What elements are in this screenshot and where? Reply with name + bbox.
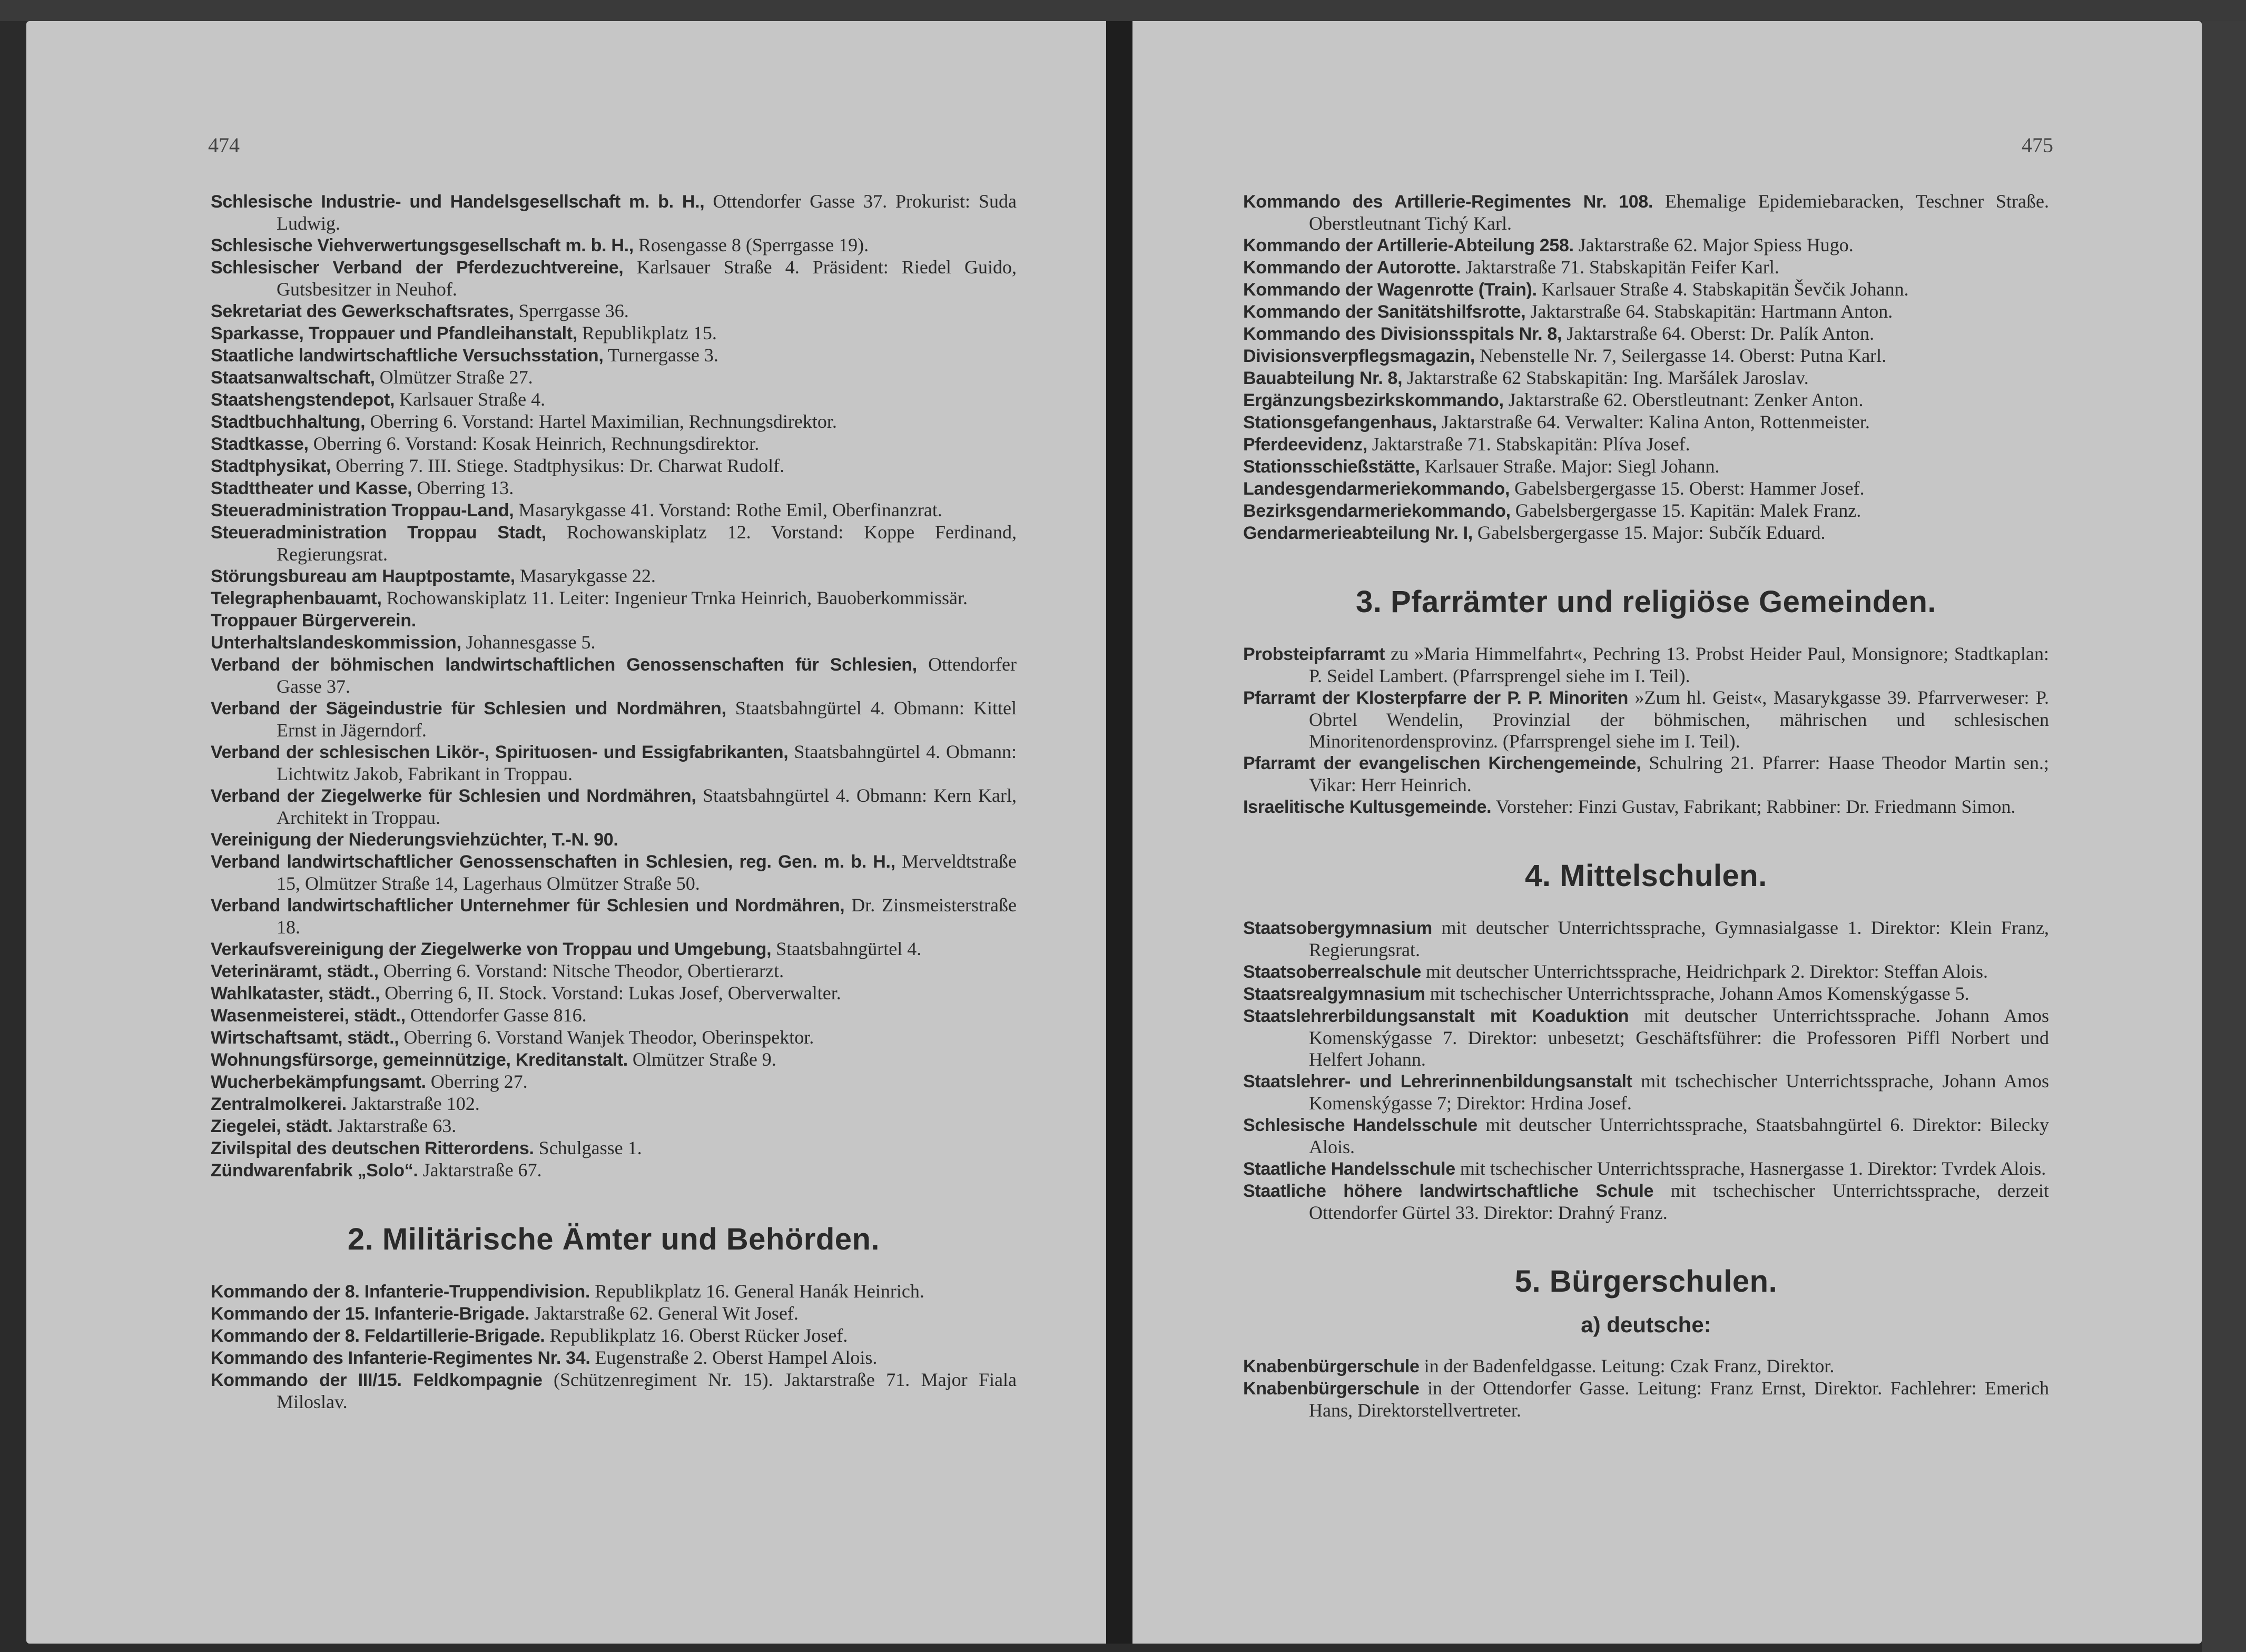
- directory-entry: [211, 191, 1017, 234]
- directory-entry: [1243, 687, 2049, 752]
- entries-list: [1243, 191, 2049, 544]
- entry-name: Schlesischer Verband der Pferdezuchtvereine,: [211, 258, 624, 278]
- entry-details: Ottendorfer Gasse 816.: [405, 1005, 587, 1026]
- entry-name: Kommando des Artillerie-Regimentes Nr. 108.: [1243, 192, 1653, 212]
- entry-name: Kommando der 15. Infanterie-Brigade.: [211, 1304, 530, 1324]
- directory-entry: [1243, 1378, 2049, 1421]
- entry-details: Gabelsbergergasse 15. Kapitän: Malek Franz.: [1510, 500, 1861, 521]
- directory-entry: [211, 345, 1017, 367]
- directory-entry: [211, 1325, 1017, 1347]
- entry-details: Jaktarstraße 62. Major Spiess Hugo.: [1573, 234, 1854, 255]
- entry-name: Steueradministration Troppau-Land,: [211, 500, 514, 520]
- directory-entry: [1243, 796, 2049, 818]
- directory-entry: [1243, 522, 2049, 544]
- entry-name: Sparkasse, Troppauer und Pfandleihanstalt,: [211, 323, 577, 343]
- entry-details: Gabelsbergergasse 15. Oberst: Hammer Josef.: [1510, 478, 1865, 499]
- entry-name: Veterinäramt, städt.,: [211, 961, 379, 981]
- entry-name: Probsteipfarramt: [1243, 644, 1385, 664]
- directory-entry: [211, 982, 1017, 1005]
- entry-name: Bauabteilung Nr. 8,: [1243, 368, 1403, 388]
- entry-details: »Zum hl. Geist«, Masarykgasse 39. Pfarrverweser: P. Obrtel Wendelin, Provinzial der böhmischen, mährischen und schlesischen Minoritenordensprovinz. (Pfarrsprengel siehe im I. Teil).: [1309, 687, 2050, 752]
- entry-details: Eugenstraße 2. Oberst Hampel Alois.: [590, 1347, 878, 1368]
- directory-entry: [211, 894, 1017, 938]
- entry-details: Masarykgasse 41. Vorstand: Rothe Emil, Oberfinanzrat.: [514, 499, 942, 520]
- entry-details: Rochowanskiplatz 11. Leiter: Ingenieur Trnka Heinrich, Bauoberkommissär.: [381, 587, 968, 608]
- entry-name: Schlesische Viehverwertungsgesellschaft m. b. H.,: [211, 235, 634, 255]
- directory-entry: [211, 960, 1017, 982]
- entry-details: Masarykgasse 22.: [515, 565, 656, 586]
- entry-name: Staatshengstendepot,: [211, 390, 395, 410]
- entry-name: Wohnungsfürsorge, gemeinnützige, Kreditanstalt.: [211, 1050, 628, 1070]
- entries-list: [211, 191, 1017, 1182]
- entry-name: Stationsgefangenhaus,: [1243, 412, 1437, 432]
- section-heading: 5. Bürgerschulen.: [1514, 1264, 1778, 1299]
- entry-name: Staatslehrer- und Lehrerinnenbildungsanstalt: [1243, 1071, 1632, 1092]
- entry-name: Stadtkasse,: [211, 434, 309, 454]
- directory-entry: [1243, 456, 2049, 478]
- entry-details: Jaktarstraße 64. Stabskapitän: Hartmann Anton.: [1525, 301, 1893, 322]
- page-number: 474: [208, 133, 240, 157]
- entry-name: Telegraphenbauamt,: [211, 588, 382, 608]
- book-gutter: [1106, 21, 1132, 1644]
- entry-name: Schlesische Handelsschule: [1243, 1115, 1477, 1135]
- directory-entry: [1243, 257, 2049, 279]
- directory-entry: [211, 499, 1017, 522]
- entry-details: (Schützenregiment Nr. 15). Jaktarstraße 71. Major Fiala Miloslav.: [277, 1369, 1017, 1412]
- directory-entry: [211, 1137, 1017, 1159]
- directory-entry: [1243, 961, 2049, 983]
- directory-entry: [1243, 389, 2049, 411]
- entry-name: Kommando der Autorotte.: [1243, 258, 1461, 278]
- left-column: [211, 191, 1017, 1413]
- right-page: [1132, 21, 2202, 1644]
- directory-entry: [1243, 367, 2049, 389]
- entry-name: Divisionsverpflegsmagazin,: [1243, 346, 1475, 366]
- subsection-heading: a) deutsche:: [1581, 1312, 1711, 1337]
- directory-entry: [1243, 323, 2049, 345]
- entry-name: Stationsschießstätte,: [1243, 457, 1420, 477]
- directory-entry: [211, 1303, 1017, 1325]
- entry-details: Sperrgasse 36.: [514, 300, 629, 321]
- entry-name: Verband der schlesischen Likör-, Spirituosen- und Essigfabrikanten,: [211, 742, 789, 762]
- entry-details: Jaktarstraße 71. Stabskapitän Feifer Karl.: [1461, 257, 1779, 278]
- directory-entry: [211, 741, 1017, 785]
- entry-details: Karlsauer Straße. Major: Siegl Johann.: [1420, 456, 1720, 477]
- entry-details: Ottendorfer Gasse 37. Prokurist: Suda Ludwig.: [277, 191, 1017, 234]
- directory-entry: [1243, 1355, 2049, 1378]
- entry-details: Republikplatz 16. Oberst Rücker Josef.: [545, 1325, 848, 1346]
- entry-details: Rochowanskiplatz 12. Vorstand: Koppe Ferdinand, Regierungsrat.: [277, 522, 1017, 565]
- entry-details: Jaktarstraße 62. General Wit Josef.: [529, 1303, 799, 1324]
- directory-entry: [211, 234, 1017, 257]
- directory-entry: [211, 1071, 1017, 1093]
- directory-entry: [1243, 191, 2049, 234]
- section-heading: 4. Mittelschulen.: [1525, 859, 1767, 893]
- entry-details: Turnergasse 3.: [603, 345, 718, 366]
- directory-entry: [211, 433, 1017, 455]
- entry-details: mit tschechischer Unterrichtssprache, derzeit Ottendorfer Gürtel 33. Direktor: Drahný Franz.: [1309, 1180, 2049, 1223]
- entry-details: Oberring 6, II. Stock. Vorstand: Lukas Josef, Oberverwalter.: [380, 982, 841, 1004]
- directory-entry: [211, 257, 1017, 300]
- directory-entry: [211, 654, 1017, 697]
- entry-details: Jaktarstraße 67.: [418, 1159, 542, 1181]
- entry-name: Stadttheater und Kasse,: [211, 478, 412, 498]
- entry-name: Verband der Sägeindustrie für Schlesien und Nordmähren,: [211, 699, 726, 719]
- entry-details: Nebenstelle Nr. 7, Seilergasse 14. Oberst: Putna Karl.: [1475, 345, 1887, 366]
- entry-name: Gendarmerieabteilung Nr. I,: [1243, 523, 1473, 543]
- entry-name: Kommando der 8. Feldartillerie-Brigade.: [211, 1326, 545, 1346]
- entry-name: Pferdeevidenz,: [1243, 435, 1367, 455]
- directory-entry: [211, 785, 1017, 829]
- entry-details: Jaktarstraße 102.: [346, 1093, 480, 1114]
- directory-entry: [1243, 1005, 2049, 1070]
- entry-name: Israelitische Kultusgemeinde.: [1243, 797, 1492, 817]
- directory-entry: [211, 587, 1017, 609]
- entry-name: Ziegelei, städt.: [211, 1116, 333, 1136]
- directory-entry: [1243, 279, 2049, 301]
- entry-details: Merveldtstraße 15, Olmützer Straße 14, Lagerhaus Olmützer Straße 50.: [277, 851, 1017, 894]
- entry-name: Knabenbürgerschule: [1243, 1379, 1420, 1399]
- page-number: 475: [2022, 133, 2053, 157]
- entry-details: mit deutscher Unterrichtssprache, Heidrichpark 2. Direktor: Steffan Alois.: [1421, 961, 1988, 982]
- entry-name: Zündwarenfabrik „Solo“.: [211, 1161, 418, 1181]
- entry-name: Stadtbuchhaltung,: [211, 412, 366, 432]
- directory-entry: [211, 522, 1017, 565]
- entry-details: Karlsauer Straße 4. Präsident: Riedel Guido, Gutsbesitzer in Neuhof.: [277, 257, 1017, 300]
- entry-details: mit deutscher Unterrichtssprache. Johann Amos Komenskýgasse 7. Direktor: unbesetzt; Geschäftsführer: die Professoren Piffl Norbert und Helfert Johann.: [1309, 1005, 2049, 1070]
- entry-details: Ehemalige Epidemiebaracken, Teschner Straße. Oberstleutnant Tichý Karl.: [1309, 191, 2049, 234]
- directory-entry: [211, 565, 1017, 587]
- directory-entry: [211, 851, 1017, 894]
- entry-details: Vorsteher: Finzi Gustav, Fabrikant; Rabbiner: Dr. Friedmann Simon.: [1491, 796, 2016, 817]
- entry-details: Ottendorfer Gasse 37.: [277, 654, 1017, 697]
- directory-entry: [211, 322, 1017, 345]
- directory-entry: [1243, 1114, 2049, 1158]
- entry-name: Ergänzungsbezirkskommando,: [1243, 390, 1504, 410]
- entry-details: Jaktarstraße 71. Stabskapitän: Plíva Josef.: [1367, 434, 1690, 455]
- directory-entry: [211, 300, 1017, 322]
- directory-entry: [211, 411, 1017, 433]
- directory-entry: [211, 455, 1017, 477]
- entry-name: Verband landwirtschaftlicher Unternehmer für Schlesien und Nordmähren,: [211, 896, 845, 916]
- entry-name: Staatliche landwirtschaftliche Versuchsstation,: [211, 346, 604, 366]
- entry-name: Bezirksgendarmeriekommando,: [1243, 501, 1511, 521]
- directory-entry: [211, 829, 1017, 851]
- directory-entry: [211, 609, 1017, 632]
- entry-details: Oberring 6. Vorstand Wanjek Theodor, Oberinspektor.: [399, 1027, 814, 1048]
- entry-name: Pfarramt der Klosterpfarre der P. P. Minoriten: [1243, 688, 1629, 708]
- directory-entry: [211, 1159, 1017, 1182]
- entry-details: Staatsbahngürtel 4. Obmann: Kittel Ernst in Jägerndorf.: [277, 697, 1017, 741]
- directory-entry: [211, 367, 1017, 389]
- directory-entry: [1243, 752, 2049, 796]
- right-column: [1243, 191, 2049, 1421]
- entry-details: Jaktarstraße 62. Oberstleutnant: Zenker Anton.: [1503, 389, 1864, 410]
- left-page: [26, 21, 1106, 1644]
- entry-details: Olmützer Straße 27.: [375, 367, 533, 388]
- entry-details: in der Ottendorfer Gasse. Leitung: Franz Ernst, Direktor. Fachlehrer: Emerich Hans, Direktorstellvertreter.: [1309, 1378, 2049, 1421]
- directory-entry: [1243, 983, 2049, 1005]
- section-heading: 2. Militärische Ämter und Behörden.: [347, 1222, 880, 1256]
- directory-entry: [1243, 234, 2049, 257]
- entry-name: Verkaufsvereinigung der Ziegelwerke von Troppau und Umgebung,: [211, 939, 772, 959]
- entry-name: Schlesische Industrie- und Handelsgesellschaft m. b. H.,: [211, 192, 705, 212]
- entry-details: Oberring 13.: [412, 477, 514, 498]
- directory-entry: [1243, 345, 2049, 367]
- directory-entry: [1243, 434, 2049, 456]
- entries-list: [1243, 643, 2049, 818]
- entry-details: Staatsbahngürtel 4. Obmann: Lichtwitz Jakob, Fabrikant in Troppau.: [277, 741, 1017, 784]
- entry-name: Kommando der III/15. Feldkompagnie: [211, 1370, 543, 1390]
- entry-name: Sekretariat des Gewerkschaftsrates,: [211, 301, 514, 321]
- entry-details: mit deutscher Unterrichtssprache, Gymnasialgasse 1. Direktor: Klein Franz, Regierungsrat.: [1309, 917, 2049, 960]
- entry-details: Schulring 21. Pfarrer: Haase Theodor Martin sen.; Vikar: Herr Heinrich.: [1309, 752, 2049, 795]
- entry-name: Zentralmolkerei.: [211, 1094, 347, 1114]
- entries-list: [211, 1281, 1017, 1413]
- directory-entry: [211, 477, 1017, 499]
- directory-entry: [211, 1049, 1017, 1071]
- entry-name: Kommando der Artillerie-Abteilung 258.: [1243, 235, 1574, 255]
- directory-entry: [1243, 301, 2049, 323]
- entry-details: Oberring 6. Vorstand: Kosak Heinrich, Rechnungsdirektor.: [308, 433, 760, 454]
- directory-entry: [1243, 1158, 2049, 1180]
- entry-name: Staatsrealgymnasium: [1243, 984, 1425, 1004]
- entry-details: Oberring 7. III. Stiege. Stadtphysikus: Dr. Charwat Rudolf.: [331, 455, 785, 476]
- directory-entry: [211, 1115, 1017, 1137]
- entry-name: Unterhaltslandeskommission,: [211, 633, 461, 653]
- entry-details: Jaktarstraße 63.: [332, 1115, 457, 1136]
- entry-details: Olmützer Straße 9.: [627, 1049, 776, 1070]
- entry-details: Karlsauer Straße 4.: [395, 389, 546, 410]
- entry-details: Oberring 27.: [426, 1071, 528, 1092]
- entry-name: Wasenmeisterei, städt.,: [211, 1006, 406, 1026]
- entry-details: mit deutscher Unterrichtssprache, Staatsbahngürtel 6. Direktor: Bilecky Alois.: [1309, 1114, 2049, 1157]
- entry-details: Republikplatz 15.: [577, 322, 717, 343]
- entry-name: Staatslehrerbildungsanstalt mit Koaduktion: [1243, 1006, 1629, 1026]
- entry-name: Stadtphysikat,: [211, 456, 331, 476]
- entry-name: Verband landwirtschaftlicher Genossenschaften in Schlesien, reg. Gen. m. b. H.,: [211, 852, 895, 872]
- section-heading: 3. Pfarrämter und religiöse Gemeinden.: [1356, 585, 1936, 619]
- entry-name: Staatliche Handelsschule: [1243, 1159, 1455, 1179]
- entry-details: Jaktarstraße 64. Verwalter: Kalina Anton, Rottenmeister.: [1436, 411, 1870, 432]
- entry-name: Kommando des Infanterie-Regimentes Nr. 34.: [211, 1348, 590, 1368]
- entry-name: Kommando der 8. Infanterie-Truppendivision.: [211, 1282, 590, 1302]
- entry-name: Troppauer Bürgerverein.: [211, 611, 416, 631]
- entry-details: Rosengasse 8 (Sperrgasse 19).: [633, 234, 869, 255]
- entry-details: mit tschechischer Unterrichtssprache, Johann Amos Komenskýgasse 5.: [1425, 983, 1969, 1004]
- entry-name: Steueradministration Troppau Stadt,: [211, 523, 546, 543]
- directory-entry: [211, 938, 1017, 960]
- entries-list: [1243, 917, 2049, 1224]
- entry-details: Jaktarstraße 62 Stabskapitän: Ing. Maršálek Jaroslav.: [1402, 367, 1809, 388]
- entry-name: Kommando der Sanitätshilfsrotte,: [1243, 302, 1526, 322]
- directory-entry: [211, 1281, 1017, 1303]
- entry-details: in der Badenfeldgasse. Leitung: Czak Franz, Direktor.: [1419, 1355, 1835, 1376]
- entry-details: Staatsbahngürtel 4. Obmann: Kern Karl, Architekt in Troppau.: [277, 785, 1017, 828]
- entry-details: Karlsauer Straße 4. Stabskapitän Ševčik Johann.: [1536, 279, 1909, 300]
- entry-details: Schulgasse 1.: [534, 1137, 642, 1158]
- entry-details: Oberring 6. Vorstand: Hartel Maximilian, Rechnungsdirektor.: [365, 411, 837, 432]
- book-cover-edge: [0, 0, 2246, 21]
- directory-entry: [211, 697, 1017, 741]
- directory-entry: [1243, 1180, 2049, 1224]
- entry-name: Staatsoberrealschule: [1243, 962, 1421, 982]
- entry-name: Staatliche höhere landwirtschaftliche Schule: [1243, 1181, 1654, 1201]
- entry-name: Staatsobergymnasium: [1243, 918, 1432, 938]
- entry-details: mit tschechischer Unterrichtssprache, Hasnergasse 1. Direktor: Tvrdek Alois.: [1455, 1158, 2046, 1179]
- entry-details: Jaktarstraße 64. Oberst: Dr. Palík Anton.: [1562, 323, 1875, 344]
- entry-details: Johannesgasse 5.: [461, 632, 596, 653]
- entry-details: Gabelsbergergasse 15. Major: Subčík Eduard.: [1472, 522, 1826, 543]
- entry-name: Staatsanwaltschaft,: [211, 368, 375, 388]
- entry-name: Pfarramt der evangelischen Kirchengemeinde,: [1243, 753, 1641, 773]
- entry-name: Wucherbekämpfungsamt.: [211, 1072, 426, 1092]
- directory-entry: [211, 1093, 1017, 1115]
- directory-entry: [1243, 1070, 2049, 1114]
- directory-entry: [211, 1027, 1017, 1049]
- entry-name: Kommando der Wagenrotte (Train).: [1243, 280, 1537, 300]
- entry-name: Landesgendarmeriekommando,: [1243, 479, 1510, 499]
- directory-entry: [1243, 643, 2049, 687]
- directory-entry: [211, 1369, 1017, 1413]
- entry-details: zu »Maria Himmelfahrt«, Pechring 13. Probst Heider Paul, Monsignore; Stadtkaplan: P. Seidel Lambert. (Pfarrsprengel siehe im I. Teil).: [1309, 643, 2049, 686]
- directory-entry: [1243, 500, 2049, 522]
- entry-details: Republikplatz 16. General Hanák Heinrich.: [590, 1281, 924, 1302]
- directory-entry: [1243, 478, 2049, 500]
- directory-entry: [211, 1005, 1017, 1027]
- entry-details: mit tschechischer Unterrichtssprache, Johann Amos Komenskýgasse 7; Direktor: Hrdina Josef.: [1309, 1070, 2049, 1114]
- entry-name: Verband der Ziegelwerke für Schlesien und Nordmähren,: [211, 786, 696, 806]
- directory-entry: [1243, 917, 2049, 961]
- entry-details: Oberring 6. Vorstand: Nitsche Theodor, Obertierarzt.: [378, 960, 784, 981]
- entry-name: Wirtschaftsamt, städt.,: [211, 1028, 399, 1048]
- entry-name: Knabenbürgerschule: [1243, 1356, 1420, 1376]
- entry-details: Staatsbahngürtel 4.: [771, 938, 922, 959]
- entry-name: Wahlkataster, städt.,: [211, 984, 380, 1004]
- entries-list: [1243, 1355, 2049, 1421]
- entry-name: Vereinigung der Niederungsviehzüchter, T.-N. 90.: [211, 830, 618, 850]
- entry-name: Verband der böhmischen landwirtschaftlichen Genossenschaften für Schlesien,: [211, 655, 917, 675]
- directory-entry: [211, 389, 1017, 411]
- directory-entry: [211, 632, 1017, 654]
- book-cover-right: [2202, 21, 2246, 1652]
- directory-entry: [1243, 411, 2049, 434]
- entry-name: Kommando des Divisionsspitals Nr. 8,: [1243, 324, 1562, 344]
- directory-entry: [211, 1347, 1017, 1369]
- entry-details: Dr. Zinsmeisterstraße 18.: [277, 894, 1017, 938]
- entry-name: Zivilspital des deutschen Ritterordens.: [211, 1138, 534, 1158]
- entry-name: Störungsbureau am Hauptpostamte,: [211, 566, 515, 586]
